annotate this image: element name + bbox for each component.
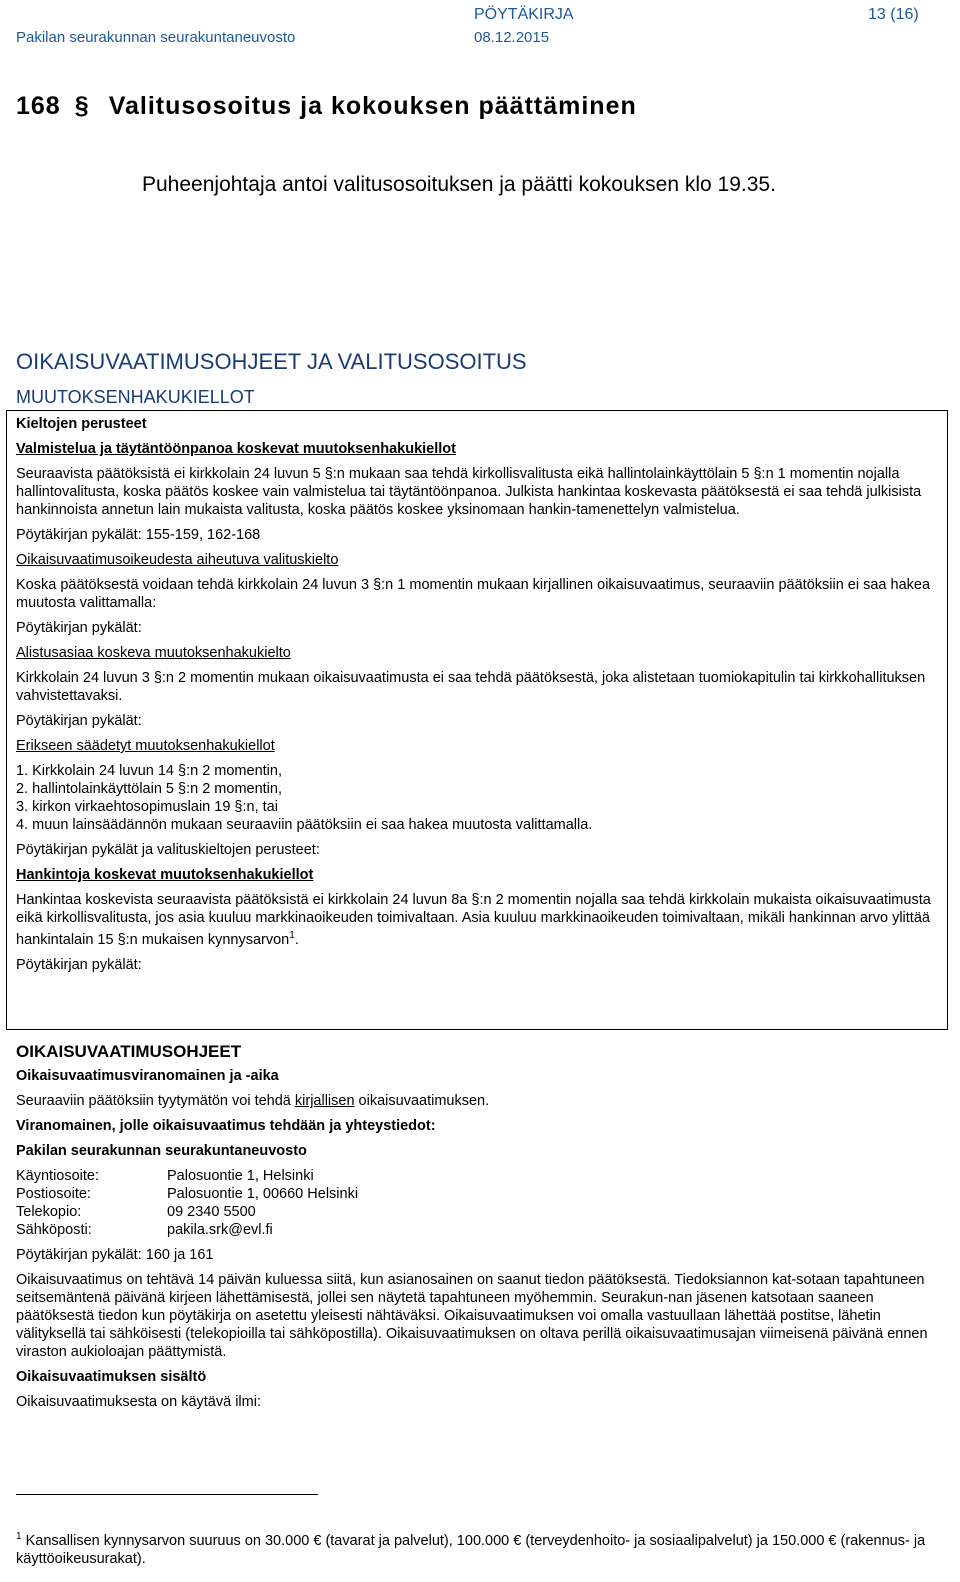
- minutes-text: Puheenjohtaja antoi valitusosoituksen ja päätti kokouksen klo 19.35.: [142, 173, 776, 196]
- address-label: Sähköposti:: [16, 1222, 92, 1238]
- paragraph-text: oikaisuvaatimuksen.: [354, 1093, 490, 1109]
- list-item: 1. Kirkkolain 24 luvun 14 §:n 2 momentin,: [16, 763, 282, 779]
- paragraph-mark: §: [74, 92, 90, 120]
- address-row: [16, 1185, 946, 1203]
- rectification-title: OIKAISUVAATIMUSOHJEET: [16, 1042, 242, 1061]
- address-row: [16, 1203, 946, 1221]
- paragraph: Koska päätöksestä voidaan tehdä kirkkolain 24 luvun 3 §:n 1 momentin mukaan kirjallinen oikaisuvaatimus, seuraaviin päätöksiin ei saa hakea muutosta valittamalla:: [16, 577, 931, 611]
- box-subheading: Erikseen säädetyt muutoksenhakukiellot: [16, 738, 275, 754]
- paragraph-text: Hankintaa koskevista seuraavista päätöksistä ei kirkkolain 24 luvun 8a §:n 2 momentin nojalla saa tehdä kirkkolain mukaista oikaisuvaatimusta eikä kirkollisvalitusta, jos asia kuuluu markkinaoikeuden toimivaltaan. Asia kuuluu markkinaoikeuden toimivaltaan, mikäli hankinnan arvo ylittää hankintalain 15 §:n mukaisen kynnysarvon: [16, 892, 931, 948]
- pykalat-line: Pöytäkirjan pykälät:: [16, 713, 142, 729]
- pykalat-line: Pöytäkirjan pykälät: 160 ja 161: [16, 1247, 214, 1263]
- address-label: Telekopio:: [16, 1204, 82, 1220]
- page-number: 13 (16): [868, 6, 919, 23]
- box-subheading: Valmistelua ja täytäntöönpanoa koskevat muutoksenhakukiellot: [16, 441, 456, 457]
- instructions-subtitle: MUUTOKSENHAKUKIELLOT: [16, 387, 255, 407]
- pykalat-line: Pöytäkirjan pykälät ja valituskieltojen perusteet:: [16, 842, 320, 858]
- paragraph: Kirkkolain 24 luvun 3 §:n 2 momentin mukaan oikaisuvaatimusta ei saa tehdä päätöksestä, joka alistetaan tuomiokapitulin tai kirkkohallituksen vahvistettavaksi.: [16, 670, 926, 704]
- instructions-title: OIKAISUVAATIMUSOHJEET JA VALITUSOSOITUS: [16, 349, 527, 374]
- document-type: PÖYTÄKIRJA: [474, 6, 574, 23]
- subheading: Viranomainen, jolle oikaisuvaatimus tehdään ja yhteystiedot:: [16, 1118, 436, 1134]
- footnote-divider: [16, 1494, 318, 1495]
- subheading: Oikaisuvaatimuksen sisältö: [16, 1369, 207, 1385]
- subheading: Oikaisuvaatimusviranomainen ja -aika: [16, 1068, 279, 1084]
- appeal-restrictions-box: [6, 410, 948, 1030]
- rectification-instructions: [16, 1043, 946, 1411]
- authority-name: Pakilan seurakunnan seurakuntaneuvosto: [16, 1143, 307, 1159]
- paragraph-end: .: [294, 931, 299, 948]
- address-label: Käyntiosoite:: [16, 1168, 100, 1184]
- footnote-ref: 1: [289, 930, 295, 941]
- page-header: [0, 0, 960, 60]
- pykalat-line: Pöytäkirjan pykälät:: [16, 956, 142, 973]
- underlined-word: kirjallisen: [294, 1093, 355, 1109]
- list-item: 4. muun lainsäädännön mukaan seuraaviin päätöksiin ei saa hakea muutosta valittamalla.: [16, 817, 593, 833]
- paragraph: Seuraavista päätöksistä ei kirkkolain 24 luvun 5 §:n mukaan saa tehdä kirkollisvalitusta eikä hallintolainkäyttölain 5 §:n 1 momentin nojalla hallintovalitusta, koska päätös koskee vain valmistelua tai täytäntöönpanoa. Julkista hankintaa koskevasta päätöksestä ei saa tehdä julkisista hankinnoista annetun lain mukaista valitusta, koska päätös koskee yksinomaan hankin-tamenettelyn valmistelua.: [16, 466, 922, 518]
- paragraph: Oikaisuvaatimus on tehtävä 14 päivän kuluessa siitä, kun asianosainen on saanut tiedon päätöksestä. Tiedoksiannon kat-sotaan tapahtuneen seitsemäntenä päivänä kirjeen lähettämisestä, jollei sen näytetä tapahtuneen myöhemmin. Seurakun-nan jäsenen katsotaan saaneen päätöksestä tiedon kun pöytäkirja on asetettu yleisesti nähtäväksi. Oikaisuvaatimuksen voi omalla vastuullaan lähettää postitse, lähetin välityksellä tai sähköisesti (telekopioilla tai sähköpostilla). Oikaisuvaatimuksen on oltava perillä oikaisuvaatimusajan viimeisenä päivänä ennen viraston aukioloajan päättymistä.: [16, 1272, 928, 1360]
- address-value: Palosuontie 1, Helsinki: [167, 1168, 314, 1184]
- footnote-mark: 1: [16, 1531, 22, 1542]
- footnote-text: Kansallisen kynnysarvon suuruus on 30.000 € (tavarat ja palvelut), 100.000 € (terveydenhoito- ja sosiaalipalvelut) ja 150.000 € (rakennus- ja käyttöoikeusurakat).: [16, 1532, 926, 1567]
- paragraph-text: Seuraaviin päätöksiin tyytymätön voi tehdä: [16, 1093, 295, 1109]
- address-row: [16, 1167, 946, 1185]
- section-number: 168: [16, 92, 61, 120]
- address-row: [16, 1221, 946, 1239]
- paragraph: Oikaisuvaatimuksesta on käytävä ilmi:: [16, 1394, 261, 1410]
- footnote: [16, 1528, 926, 1568]
- organization-name: Pakilan seurakunnan seurakuntaneuvosto: [16, 29, 296, 46]
- address-value: pakila.srk@evl.fi: [167, 1222, 273, 1238]
- address-value: Palosuontie 1, 00660 Helsinki: [167, 1186, 359, 1202]
- address-label: Postiosoite:: [16, 1186, 91, 1202]
- section-title: [16, 92, 637, 121]
- box-subheading: Oikaisuvaatimusoikeudesta aiheutuva valituskielto: [16, 552, 339, 568]
- list-item: 2. hallintolainkäyttölain 5 §:n 2 momentin,: [16, 781, 282, 797]
- paragraph: [16, 1092, 946, 1110]
- pykalat-line: Pöytäkirjan pykälät: 155-159, 162-168: [16, 527, 261, 543]
- meeting-date: 08.12.2015: [474, 29, 550, 46]
- list-item: 3. kirkon virkaehtosopimuslain 19 §:n, tai: [16, 799, 278, 815]
- section-heading: Valitusosoitus ja kokouksen päättäminen: [108, 92, 637, 120]
- box-subheading: Hankintoja koskevat muutoksenhakukiellot: [16, 867, 314, 883]
- paragraph: [16, 891, 938, 949]
- box-subheading: Alistusasiaa koskeva muutoksenhakukielto: [16, 645, 291, 661]
- box-heading: Kieltojen perusteet: [16, 416, 147, 432]
- pykalat-line: Pöytäkirjan pykälät:: [16, 620, 142, 636]
- address-value: 09 2340 5500: [167, 1204, 256, 1220]
